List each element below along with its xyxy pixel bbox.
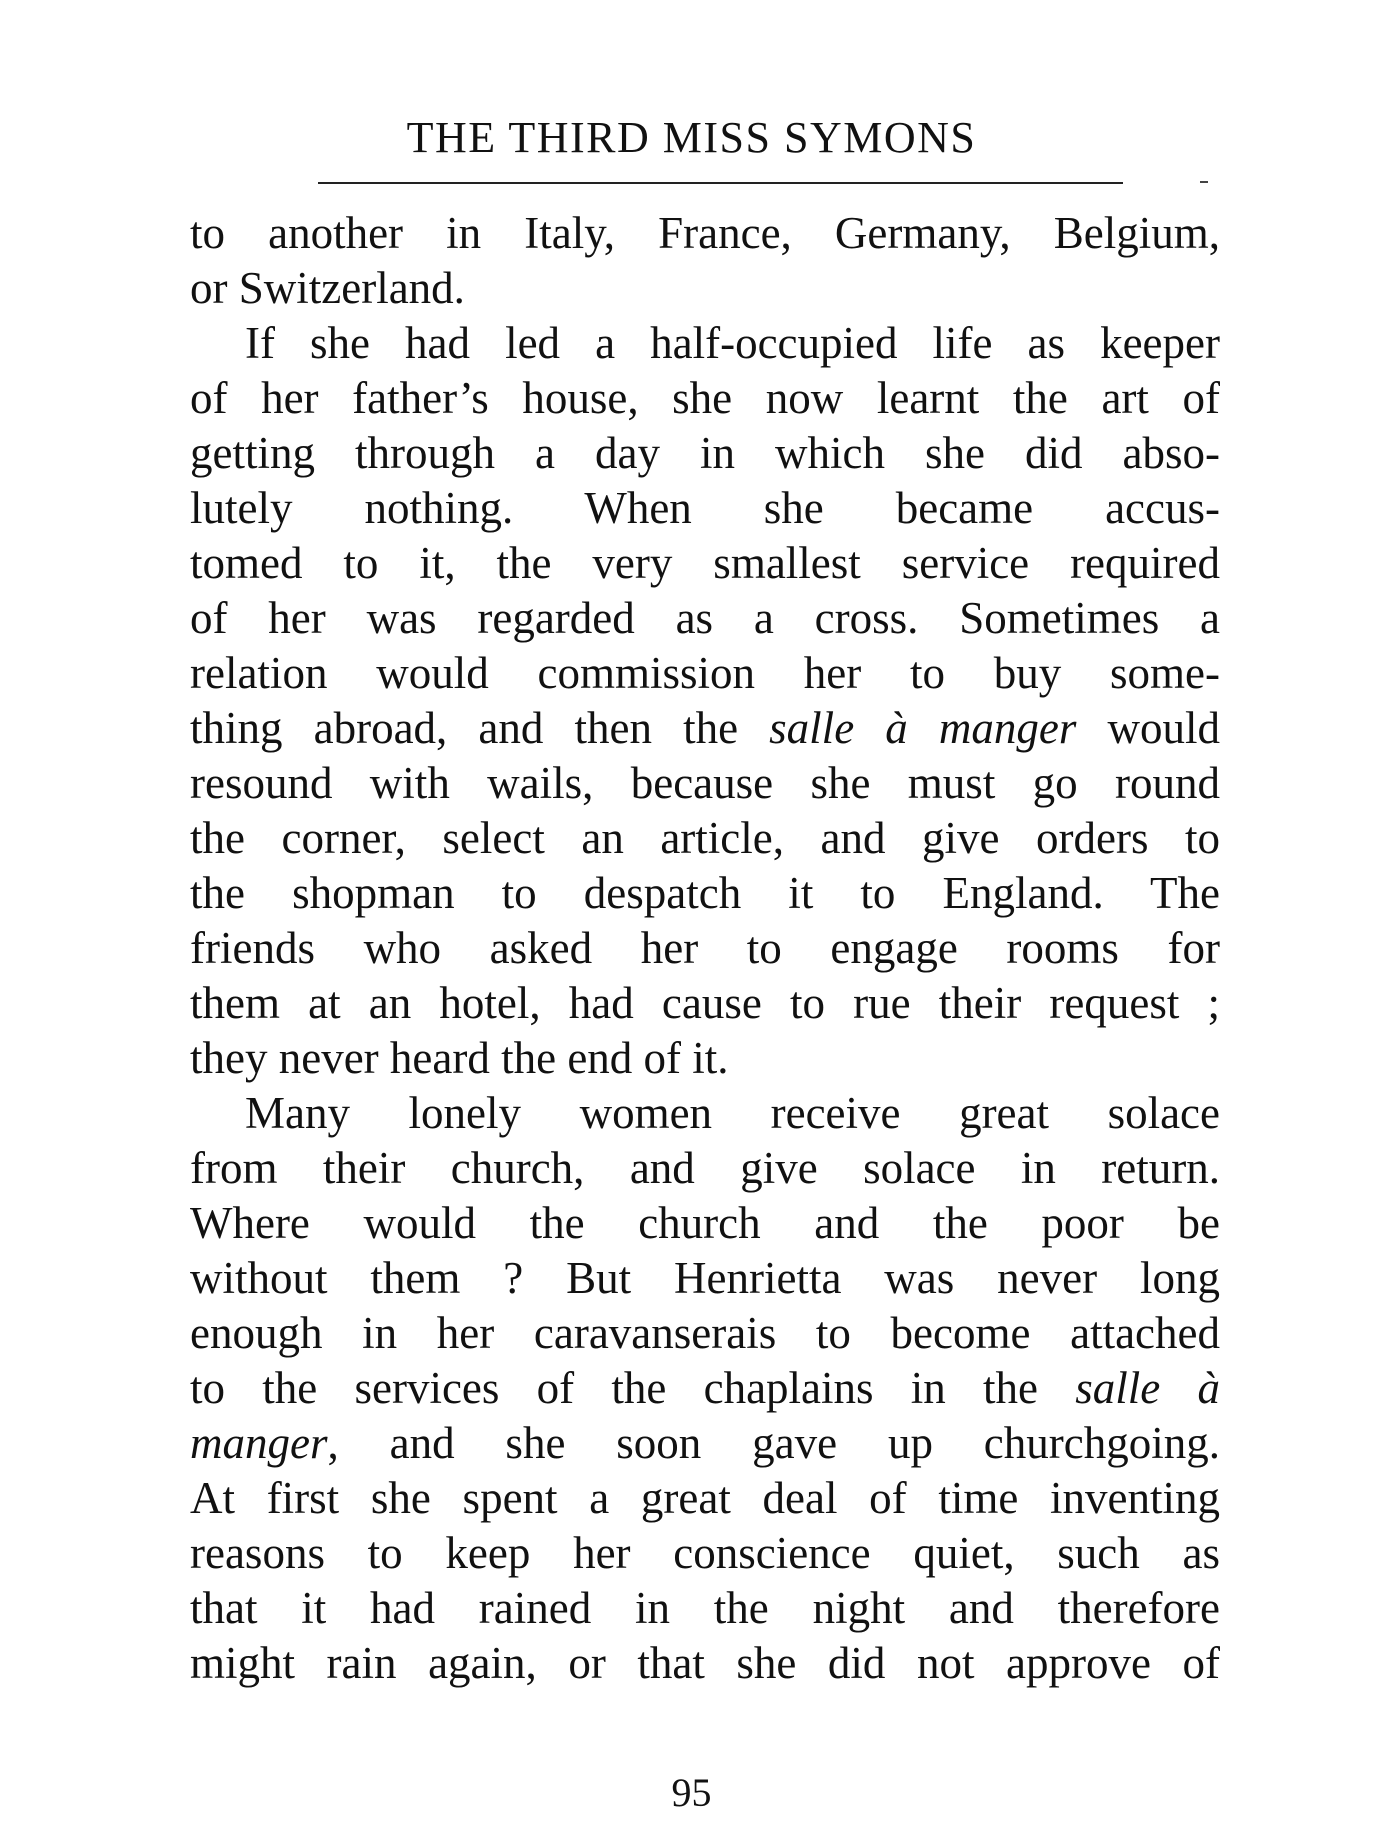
text-line: tomed to it, the very smallest service required: [190, 538, 1220, 588]
italic-phrase: manger: [190, 1418, 328, 1468]
text-line: lutely nothing. When she became accus-: [190, 483, 1220, 533]
text-run: , and she soon gave up churchgoing.: [327, 1418, 1220, 1468]
text-line: At first she spent a great deal of time inventing: [190, 1473, 1220, 1523]
text-line: [190, 701, 1220, 756]
text-line: If she had led a half-occupied life as keeper: [245, 318, 1220, 368]
text-line: without them ? But Henrietta was never long: [190, 1253, 1220, 1303]
text-line: or Switzerland.: [190, 263, 465, 313]
text-line: enough in her caravanserais to become attached: [190, 1308, 1220, 1358]
body-text: [190, 206, 1220, 1691]
text-line: getting through a day in which she did abso-: [190, 428, 1220, 478]
text-line: resound with wails, because she must go round: [190, 758, 1220, 808]
running-head: THE THIRD MISS SYMONS: [406, 113, 977, 162]
text-line: [190, 1416, 1220, 1471]
text-line: friends who asked her to engage rooms for: [190, 923, 1220, 973]
text-run: to the services of the chaplains in the: [190, 1363, 1076, 1413]
text-line: that it had rained in the night and therefore: [190, 1583, 1220, 1633]
text-line: reasons to keep her conscience quiet, such as: [190, 1528, 1220, 1578]
text-line: of her was regarded as a cross. Sometimes a: [190, 593, 1220, 643]
text-line: to another in Italy, France, Germany, Belgium,: [190, 208, 1220, 258]
header-rule: [318, 182, 1123, 184]
text-run: thing abroad, and then the: [190, 703, 770, 753]
text-line: the corner, select an article, and give orders to: [190, 813, 1220, 863]
page-number: 95: [671, 1770, 712, 1815]
text-line: Many lonely women receive great solace: [245, 1088, 1220, 1138]
text-line: they never heard the end of it.: [190, 1033, 729, 1083]
text-line: might rain again, or that she did not approve of: [190, 1638, 1220, 1688]
text-run: would: [1076, 703, 1220, 753]
text-line: Where would the church and the poor be: [190, 1198, 1220, 1248]
italic-phrase: salle à manger: [769, 703, 1077, 753]
header-rule-fragment: [1200, 181, 1208, 183]
italic-phrase: salle à: [1075, 1363, 1220, 1413]
text-line: relation would commission her to buy some-: [190, 648, 1220, 698]
text-line: the shopman to despatch it to England. The: [190, 868, 1220, 918]
text-line: of her father’s house, she now learnt the art of: [190, 373, 1220, 423]
text-line: [190, 1361, 1220, 1416]
text-line: from their church, and give solace in return.: [190, 1143, 1220, 1193]
text-line: them at an hotel, had cause to rue their request ;: [190, 978, 1220, 1028]
